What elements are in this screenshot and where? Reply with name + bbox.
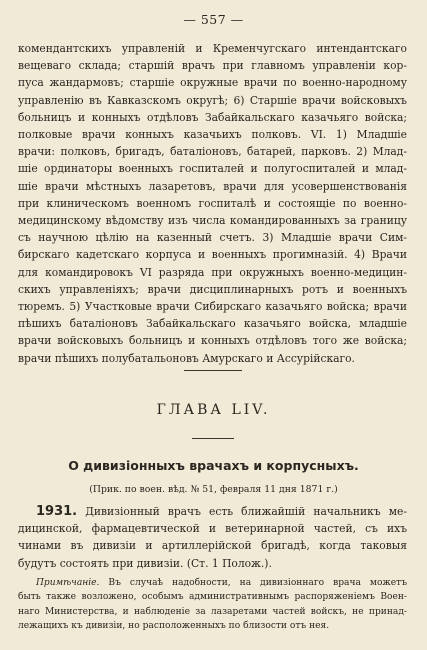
text-line: пѣшихъ баталіоновъ Забайкальскаго казачьяго войска, младшіе [18, 317, 407, 331]
text-line: медицинскому вѣдомству изъ числа командированныхъ за границу [18, 214, 407, 228]
text-line: тюремъ. 5) Участковые врачи Сибирскаго казачьяго войска; врачи [18, 300, 407, 314]
text-line: скихъ управленіяхъ; врачи дисциплинарныхъ ротъ и военныхъ [18, 282, 407, 296]
text-line: быть также возложено, особымъ административнымъ распоряженіемъ Воен- [18, 592, 407, 603]
note-text: Въ случаѣ надобности, на дивизіоннаго врача можетъ [108, 578, 407, 588]
note-paragraph [18, 576, 407, 633]
text-line: управленію въ Кавказскомъ округѣ; 6) Старшіе врачи войсковыхъ [18, 93, 407, 107]
text-line: шіе ординаторы военныхъ госпиталей и полугоспиталей и млад- [18, 162, 407, 176]
page-number: — 557 — [183, 12, 244, 27]
text-line: лежащихъ къ дивизіи, но расположенныхъ по близости отъ нея. [18, 620, 330, 631]
body-paragraph [18, 40, 407, 367]
text-line: наго Министерства, и наблюденіе за лазаретами частей войскъ, не принад- [18, 606, 407, 617]
text-line: съ научною цѣлію на казенный счетъ. 3) Младшіе врачи Сим- [18, 231, 407, 245]
text-line: при клиническомъ военномъ госпиталѣ и состоящіе по военно- [18, 196, 407, 210]
article-text: Дивизіонный врачъ есть ближайшій начальникъ ме- [85, 505, 407, 518]
note-first-line [18, 576, 407, 590]
text-line: комендантскихъ управленій и Кременчугскаго интендантскаго [18, 42, 407, 55]
section-divider [184, 370, 242, 371]
note-label: Примѣчаніе. [36, 578, 100, 588]
text-line: будутъ состоять при дивизіи. (Ст. 1 Полож.). [18, 556, 272, 570]
text-line: врачи: полковъ, бригадъ, баталіоновъ, батарей, парковъ. 2) Млад- [18, 145, 407, 159]
text-line: дицинской, фармацевтической и ветеринарной частей, съ ихъ [18, 522, 407, 536]
text-line: врачи войсковыхъ больницъ и конныхъ отдѣловъ того же войска; [18, 334, 407, 348]
text-line: врачи пѣшихъ полубатальоновъ Амурскаго и Ассурійскаго. [18, 351, 355, 365]
article-number: 1931. [36, 504, 78, 519]
text-line: шіе врачи мѣстныхъ лазаретовъ, врачи для усовершенствованія [18, 179, 407, 193]
chapter-heading: ГЛАВА LIV. [156, 402, 271, 418]
article-paragraph [18, 503, 407, 572]
article-first-line [18, 503, 407, 520]
section-title: О дивизіонныхъ врачахъ и корпусныхъ. [68, 458, 359, 473]
text-line: больницъ и конныхъ отдѣловъ Забайкальскаго казачьяго войска; [18, 110, 407, 124]
text-line: пуса жандармовъ; старшіе окружные врачи по военно-народному [18, 76, 407, 90]
text-line: чинами въ дивизіи и артиллерійской бригадѣ, когда таковыя [18, 539, 407, 553]
chapter-divider [192, 438, 234, 439]
source-reference: (Прик. по воен. вѣд. № 51, февраля 11 дня 1871 г.) [89, 484, 338, 495]
text-line: полковые врачи конныхъ казачьихъ полковъ. VI. 1) Младшіе [18, 128, 407, 142]
text-line: вещеваго склада; старшій врачъ при главномъ управленіи кор- [18, 59, 407, 73]
text-line: для командировокъ VI разряда при окружныхъ военно-медицин- [18, 265, 407, 279]
text-line: бирскаго кадетскаго корпуса и военныхъ прогимназій. 4) Врачи [18, 248, 407, 262]
